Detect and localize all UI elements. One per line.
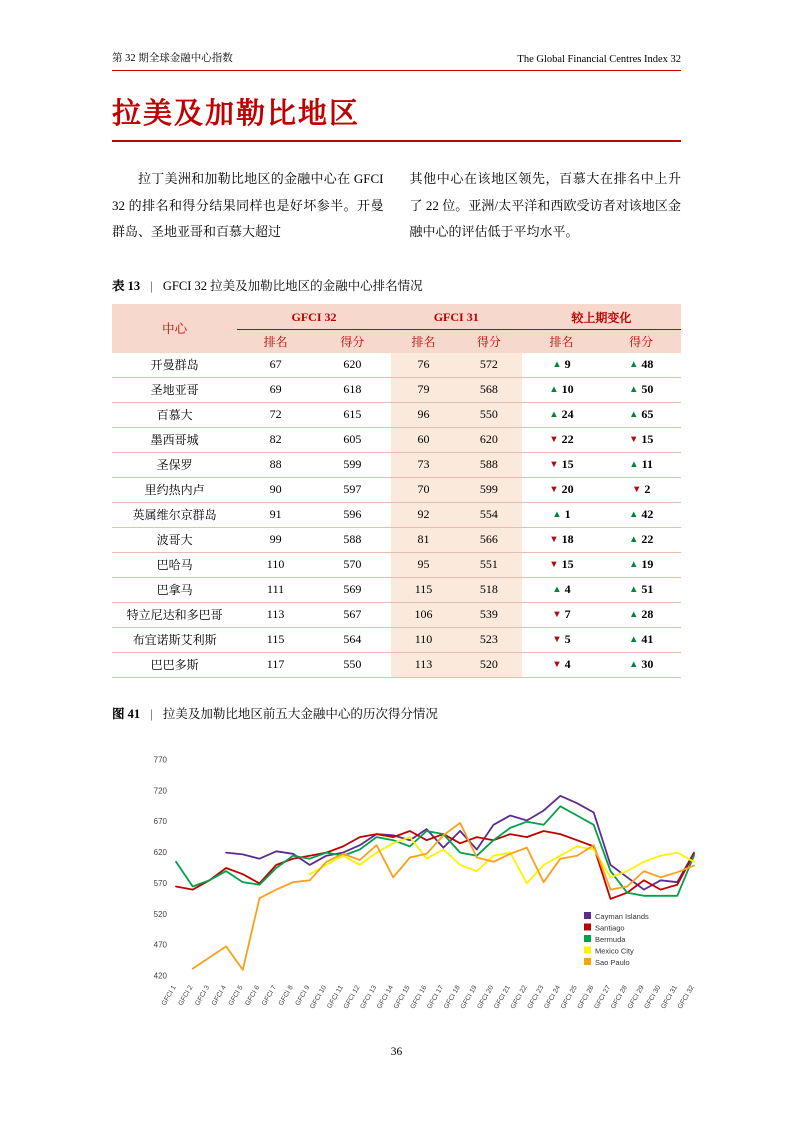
page-number: 36 xyxy=(390,1046,403,1058)
cell-gfci31-rank: 60 xyxy=(391,427,456,452)
change-value: 42 xyxy=(641,507,654,522)
cell-centre-name: 里约热内卢 xyxy=(112,477,237,502)
legend-swatch-sao-paulo xyxy=(584,958,591,965)
title-rule xyxy=(112,140,681,142)
score-history-chart xyxy=(136,746,706,1048)
cell-gfci31-score: 599 xyxy=(456,477,521,502)
cell-score-change xyxy=(601,577,681,602)
cell-gfci32-score: 570 xyxy=(314,552,391,577)
legend-label-cayman-islands: Cayman Islands xyxy=(595,911,649,921)
header-left-text: 第 32 期全球金融中心指数 xyxy=(112,53,233,64)
col-sub-gfci31-score: 得分 xyxy=(456,329,521,353)
col-header-centre: 中心 xyxy=(112,304,237,353)
intro-column-left: 拉丁美洲和加勒比地区的金融中心在 GFCI 32 的排名和得分结果同样也是好坏参半。开曼群岛、圣地亚哥和百慕大超过 xyxy=(112,171,384,240)
cell-gfci32-rank: 90 xyxy=(237,477,314,502)
x-axis-tick-label: GFCI 28 xyxy=(609,984,629,1011)
table-row xyxy=(112,452,681,477)
figure-caption-separator: | xyxy=(150,706,153,721)
x-axis-tick-label: GFCI 31 xyxy=(660,984,680,1011)
up-arrow-icon: ▲ xyxy=(552,360,562,371)
cell-centre-name: 巴哈马 xyxy=(112,552,237,577)
legend-label-sao-paulo: Sao Paulo xyxy=(595,957,630,967)
cell-gfci31-rank: 95 xyxy=(391,552,456,577)
cell-score-change xyxy=(601,502,681,527)
cell-gfci32-rank: 91 xyxy=(237,502,314,527)
cell-gfci32-score: 596 xyxy=(314,502,391,527)
change-value: 28 xyxy=(641,607,654,622)
cell-rank-change xyxy=(522,527,602,552)
x-axis-tick-label: GFCI 5 xyxy=(227,984,245,1007)
cell-gfci32-rank: 115 xyxy=(237,627,314,652)
change-value: 15 xyxy=(561,457,574,472)
cell-gfci32-score: 550 xyxy=(314,652,391,677)
change-value: 15 xyxy=(561,557,574,572)
cell-rank-change xyxy=(522,577,602,602)
change-value: 9 xyxy=(564,357,571,372)
legend-swatch-cayman-islands xyxy=(584,912,591,919)
up-arrow-icon: ▲ xyxy=(628,360,639,371)
cell-gfci31-score: 568 xyxy=(456,377,521,402)
cell-gfci31-rank: 81 xyxy=(391,527,456,552)
x-axis-tick-label: GFCI 23 xyxy=(526,984,546,1011)
cell-gfci31-score: 620 xyxy=(456,427,521,452)
x-axis-tick-label: GFCI 19 xyxy=(459,984,479,1011)
change-value: 41 xyxy=(641,632,654,647)
x-axis-tick-label: GFCI 11 xyxy=(326,984,345,1010)
cell-gfci32-rank: 88 xyxy=(237,452,314,477)
page-title: 拉美及加勒比地区 xyxy=(112,98,361,130)
cell-rank-change xyxy=(522,353,602,378)
up-arrow-icon: ▲ xyxy=(552,510,562,521)
table-row xyxy=(112,377,681,402)
cell-gfci32-rank: 82 xyxy=(237,427,314,452)
cell-gfci32-rank: 69 xyxy=(237,377,314,402)
cell-score-change xyxy=(601,602,681,627)
table-row xyxy=(112,652,681,677)
change-value: 20 xyxy=(561,482,574,497)
cell-centre-name: 特立尼达和多巴哥 xyxy=(112,602,237,627)
cell-centre-name: 布宜诺斯艾利斯 xyxy=(112,627,237,652)
x-axis-tick-label: GFCI 7 xyxy=(260,984,278,1007)
legend-label-mexico-city: Mexico City xyxy=(595,946,634,956)
cell-centre-name: 圣地亚哥 xyxy=(112,377,237,402)
change-value: 1 xyxy=(564,507,571,522)
cell-centre-name: 百慕大 xyxy=(112,402,237,427)
cell-score-change xyxy=(601,402,681,427)
x-axis-tick-label: GFCI 8 xyxy=(277,984,295,1007)
y-axis-tick-label: 720 xyxy=(153,786,167,796)
x-axis-tick-label: GFCI 17 xyxy=(426,984,446,1011)
col-group-gfci31: GFCI 31 xyxy=(391,304,522,330)
cell-rank-change xyxy=(522,652,602,677)
cell-gfci32-score: 605 xyxy=(314,427,391,452)
x-axis-tick-label: GFCI 1 xyxy=(160,984,178,1007)
table-row xyxy=(112,577,681,602)
table-row xyxy=(112,427,681,452)
col-sub-change-rank: 排名 xyxy=(522,329,602,353)
up-arrow-icon: ▲ xyxy=(628,385,639,396)
legend-label-santiago: Santiago xyxy=(595,923,625,933)
cell-score-change xyxy=(601,377,681,402)
x-axis-tick-label: GFCI 29 xyxy=(626,984,646,1011)
cell-gfci31-rank: 106 xyxy=(391,602,456,627)
table-row xyxy=(112,627,681,652)
figure-caption-text: 拉美及加勒比地区前五大金融中心的历次得分情况 xyxy=(162,706,438,721)
cell-gfci32-rank: 67 xyxy=(237,353,314,378)
cell-gfci32-score: 597 xyxy=(314,477,391,502)
col-sub-gfci32-score: 得分 xyxy=(314,329,391,353)
figure-caption-label: 图 41 xyxy=(112,706,141,721)
y-axis-tick-label: 520 xyxy=(153,909,167,919)
cell-gfci31-score: 566 xyxy=(456,527,521,552)
down-arrow-icon: ▼ xyxy=(552,610,562,621)
legend-swatch-santiago xyxy=(584,923,591,930)
change-value: 19 xyxy=(641,557,654,572)
change-value: 30 xyxy=(641,657,654,672)
table-row xyxy=(112,477,681,502)
x-axis-tick-label: GFCI 24 xyxy=(543,984,563,1011)
change-value: 10 xyxy=(561,382,574,397)
down-arrow-icon: ▼ xyxy=(628,435,639,446)
down-arrow-icon: ▼ xyxy=(549,460,559,471)
cell-gfci32-rank: 99 xyxy=(237,527,314,552)
cell-score-change xyxy=(601,527,681,552)
change-value: 4 xyxy=(564,657,571,672)
cell-score-change xyxy=(601,552,681,577)
x-axis-tick-label: GFCI 9 xyxy=(294,984,312,1007)
col-sub-gfci32-rank: 排名 xyxy=(237,329,314,353)
col-sub-gfci31-rank: 排名 xyxy=(391,329,456,353)
down-arrow-icon: ▼ xyxy=(549,485,559,496)
cell-score-change xyxy=(601,477,681,502)
cell-gfci31-rank: 76 xyxy=(391,353,456,378)
up-arrow-icon: ▲ xyxy=(628,635,639,646)
cell-gfci31-rank: 92 xyxy=(391,502,456,527)
down-arrow-icon: ▼ xyxy=(631,485,642,496)
down-arrow-icon: ▼ xyxy=(549,535,559,546)
col-sub-change-score: 得分 xyxy=(601,329,681,353)
change-value: 5 xyxy=(564,632,571,647)
cell-rank-change xyxy=(522,552,602,577)
change-value: 51 xyxy=(641,582,654,597)
legend-swatch-mexico-city xyxy=(584,946,591,953)
cell-rank-change xyxy=(522,402,602,427)
change-value: 50 xyxy=(641,382,654,397)
cell-score-change xyxy=(601,652,681,677)
up-arrow-icon: ▲ xyxy=(628,410,639,421)
cell-centre-name: 开曼群岛 xyxy=(112,353,237,378)
cell-rank-change xyxy=(522,502,602,527)
change-value: 22 xyxy=(561,432,574,447)
cell-gfci31-rank: 115 xyxy=(391,577,456,602)
table-row xyxy=(112,602,681,627)
ranking-table xyxy=(112,304,681,678)
change-value: 2 xyxy=(644,482,651,497)
change-value: 7 xyxy=(564,607,571,622)
down-arrow-icon: ▼ xyxy=(552,660,562,671)
cell-gfci32-rank: 113 xyxy=(237,602,314,627)
intro-text xyxy=(112,166,681,246)
table-header-row-groups xyxy=(112,304,681,330)
up-arrow-icon: ▲ xyxy=(628,560,639,571)
x-axis-tick-label: GFCI 3 xyxy=(194,984,212,1007)
cell-gfci32-rank: 110 xyxy=(237,552,314,577)
table-body xyxy=(112,353,681,678)
cell-gfci31-score: 588 xyxy=(456,452,521,477)
cell-rank-change xyxy=(522,377,602,402)
x-axis-tick-label: GFCI 2 xyxy=(177,984,195,1007)
cell-gfci31-rank: 110 xyxy=(391,627,456,652)
cell-score-change xyxy=(601,627,681,652)
change-value: 22 xyxy=(641,532,654,547)
table-row xyxy=(112,527,681,552)
x-axis-tick-label: GFCI 21 xyxy=(493,984,512,1011)
x-axis-tick-label: GFCI 12 xyxy=(342,984,362,1011)
cell-gfci31-rank: 79 xyxy=(391,377,456,402)
legend-swatch-bermuda xyxy=(584,935,591,942)
x-axis-tick-label: GFCI 20 xyxy=(476,984,496,1011)
up-arrow-icon: ▲ xyxy=(549,385,559,396)
down-arrow-icon: ▼ xyxy=(549,560,559,571)
down-arrow-icon: ▼ xyxy=(549,435,559,446)
cell-gfci31-rank: 113 xyxy=(391,652,456,677)
cell-rank-change xyxy=(522,427,602,452)
up-arrow-icon: ▲ xyxy=(628,610,639,621)
cell-score-change xyxy=(601,353,681,378)
x-axis-tick-label: GFCI 30 xyxy=(643,984,663,1011)
x-axis-tick-label: GFCI 15 xyxy=(392,984,412,1011)
table-row xyxy=(112,552,681,577)
y-axis-tick-label: 420 xyxy=(153,971,167,981)
cell-centre-name: 英属维尔京群岛 xyxy=(112,502,237,527)
y-axis-tick-label: 770 xyxy=(153,755,167,765)
table-row xyxy=(112,353,681,378)
cell-centre-name: 巴巴多斯 xyxy=(112,652,237,677)
cell-gfci31-score: 523 xyxy=(456,627,521,652)
cell-gfci31-score: 539 xyxy=(456,602,521,627)
change-value: 4 xyxy=(564,582,571,597)
legend-label-bermuda: Bermuda xyxy=(595,934,626,944)
x-axis-tick-label: GFCI 27 xyxy=(593,984,613,1011)
up-arrow-icon: ▲ xyxy=(552,585,562,596)
change-value: 24 xyxy=(561,407,574,422)
x-axis-tick-label: GFCI 13 xyxy=(359,984,379,1011)
up-arrow-icon: ▲ xyxy=(549,410,559,421)
cell-score-change xyxy=(601,427,681,452)
x-axis-tick-label: GFCI 26 xyxy=(576,984,596,1011)
col-group-gfci32: GFCI 32 xyxy=(237,304,391,330)
change-value: 65 xyxy=(641,407,654,422)
x-axis-tick-label: GFCI 6 xyxy=(244,984,262,1007)
cell-gfci32-score: 599 xyxy=(314,452,391,477)
table-caption-text: GFCI 32 拉美及加勒比地区的金融中心排名情况 xyxy=(162,278,423,293)
cell-centre-name: 巴拿马 xyxy=(112,577,237,602)
table-row xyxy=(112,502,681,527)
y-axis-tick-label: 670 xyxy=(153,817,167,827)
cell-gfci32-score: 618 xyxy=(314,377,391,402)
x-axis-tick-label: GFCI 4 xyxy=(210,984,228,1007)
cell-centre-name: 墨西哥城 xyxy=(112,427,237,452)
change-value: 15 xyxy=(641,432,654,447)
figure-caption xyxy=(112,704,681,722)
table-row xyxy=(112,402,681,427)
down-arrow-icon: ▼ xyxy=(552,635,562,646)
x-axis-tick-label: GFCI 18 xyxy=(442,984,462,1011)
up-arrow-icon: ▲ xyxy=(628,585,639,596)
up-arrow-icon: ▲ xyxy=(628,660,639,671)
cell-gfci31-score: 518 xyxy=(456,577,521,602)
cell-gfci32-rank: 72 xyxy=(237,402,314,427)
intro-column-right: 其他中心在该地区领先，百慕大在排名中上升了 22 位。亚洲/太平洋和西欧受访者对该地区金融中心的评估低于平均水平。 xyxy=(409,171,681,240)
up-arrow-icon: ▲ xyxy=(628,535,639,546)
x-axis-tick-label: GFCI 32 xyxy=(676,984,696,1011)
y-axis-tick-label: 620 xyxy=(153,847,167,857)
change-value: 11 xyxy=(641,457,654,472)
page-header xyxy=(112,50,681,71)
table-caption-separator: | xyxy=(150,278,153,293)
cell-gfci31-rank: 96 xyxy=(391,402,456,427)
table-caption xyxy=(112,276,681,294)
x-axis-tick-label: GFCI 25 xyxy=(559,984,579,1011)
cell-gfci32-score: 615 xyxy=(314,402,391,427)
cell-gfci32-rank: 111 xyxy=(237,577,314,602)
cell-gfci31-rank: 70 xyxy=(391,477,456,502)
cell-gfci32-rank: 117 xyxy=(237,652,314,677)
cell-gfci31-score: 554 xyxy=(456,502,521,527)
cell-gfci32-score: 588 xyxy=(314,527,391,552)
x-axis-tick-label: GFCI 14 xyxy=(376,984,395,1011)
cell-gfci31-score: 520 xyxy=(456,652,521,677)
cell-gfci32-score: 564 xyxy=(314,627,391,652)
change-value: 18 xyxy=(561,532,574,547)
cell-gfci32-score: 567 xyxy=(314,602,391,627)
cell-rank-change xyxy=(522,602,602,627)
chart-line-bermuda xyxy=(176,806,694,896)
cell-gfci32-score: 569 xyxy=(314,577,391,602)
x-axis-tick-label: GFCI 10 xyxy=(309,984,329,1011)
cell-centre-name: 波哥大 xyxy=(112,527,237,552)
header-right-text: The Global Financial Centres Index 32 xyxy=(517,54,681,65)
change-value: 48 xyxy=(641,357,654,372)
cell-centre-name: 圣保罗 xyxy=(112,452,237,477)
cell-gfci31-score: 572 xyxy=(456,353,521,378)
x-axis-tick-label: GFCI 16 xyxy=(409,984,429,1011)
cell-score-change xyxy=(601,452,681,477)
cell-gfci31-score: 551 xyxy=(456,552,521,577)
cell-gfci31-rank: 73 xyxy=(391,452,456,477)
cell-gfci32-score: 620 xyxy=(314,353,391,378)
up-arrow-icon: ▲ xyxy=(628,510,639,521)
up-arrow-icon: ▲ xyxy=(629,460,639,471)
cell-rank-change xyxy=(522,627,602,652)
cell-gfci31-score: 550 xyxy=(456,402,521,427)
cell-rank-change xyxy=(522,477,602,502)
score-history-chart-container xyxy=(112,746,696,1048)
y-axis-tick-label: 470 xyxy=(153,940,167,950)
y-axis-tick-label: 570 xyxy=(153,878,167,888)
x-axis-tick-label: GFCI 22 xyxy=(509,984,529,1011)
cell-rank-change xyxy=(522,452,602,477)
table-caption-label: 表 13 xyxy=(112,278,141,293)
col-group-change: 较上期变化 xyxy=(522,304,681,330)
